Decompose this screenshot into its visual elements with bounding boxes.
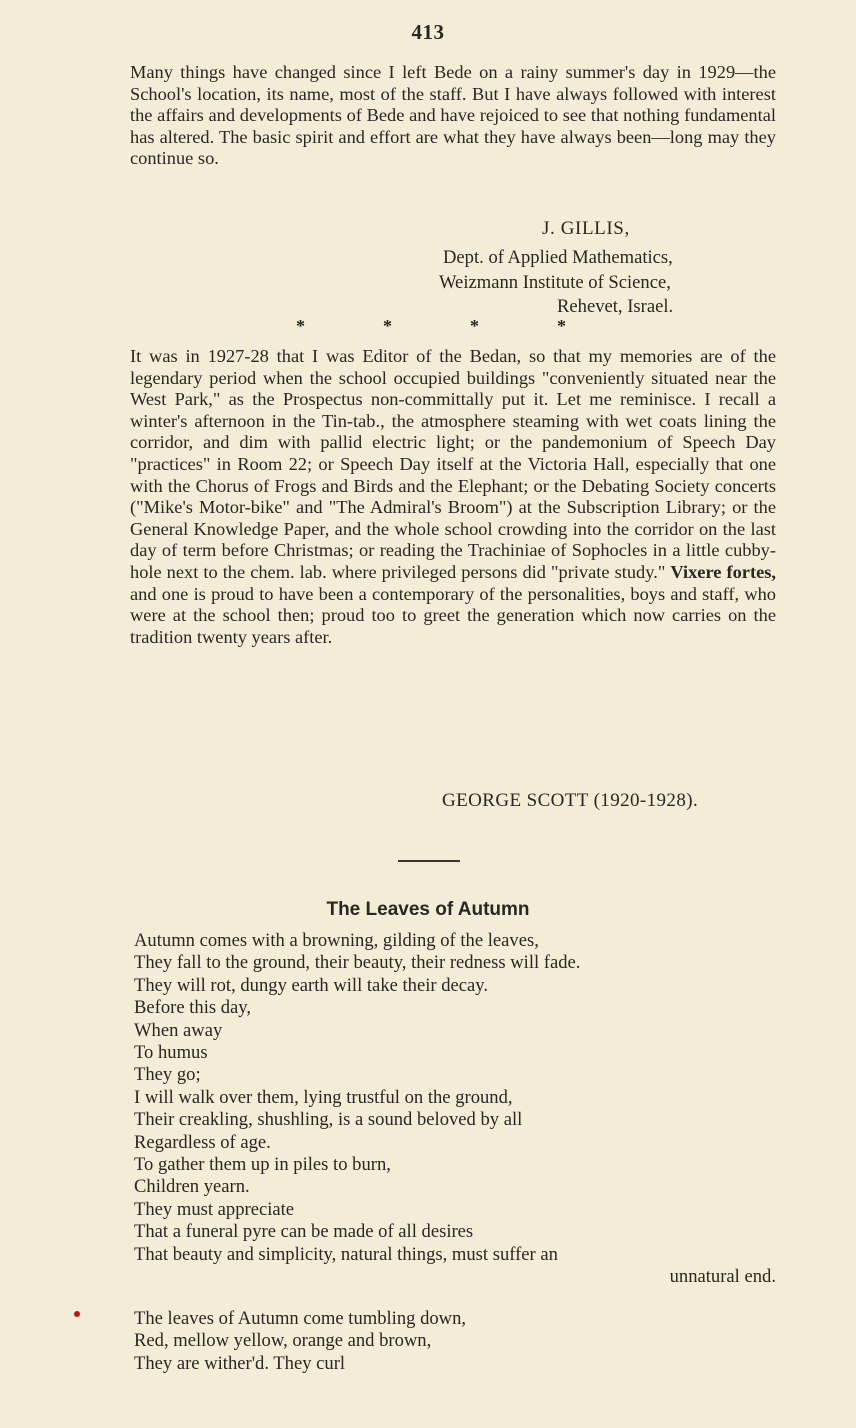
separator-star: * [470,316,479,336]
poem-line: Regardless of age. [134,1131,271,1153]
poem-line: When away [134,1019,223,1041]
poem-stanza-2 [134,1308,776,1375]
poem-line: They will rot, dungy earth will take their decay. [134,974,489,996]
scott-letter [130,346,776,648]
poem-line: Their creakling, shushling, is a sound beloved by all [134,1109,523,1131]
poem-line: To humus [134,1042,208,1064]
poem-line: They must appreciate [134,1198,295,1220]
poem-line: That a funeral pyre can be made of all desires [134,1221,474,1243]
poem-line: They are wither'd. They curl [134,1352,346,1374]
poem-line: Children yearn. [134,1176,250,1198]
poem-line: They go; [134,1064,201,1086]
poem-stanza-1 [134,930,776,1289]
poem-line: Before this day, [134,997,252,1019]
poem-line: unnatural end. [669,1266,776,1288]
poem-line: Red, mellow yellow, orange and brown, [134,1330,432,1352]
gillis-letter [130,62,776,170]
scott-signature: GEORGE SCOTT (1920-1928). [442,790,699,811]
gillis-paragraph: Many things have changed since I left Bede on a rainy summer's day in 1929—the School's location, its name, most of the staff. But I have always followed with interest the affairs and developments of Bede and have rejoiced to see that nothing fundamental has altered. The basic spirit and effort are what they have always been—long may they continue so. [130,62,776,169]
gillis-address-line-2: Weizmann Institute of Science, [439,272,671,293]
scott-paragraph [130,346,776,648]
scott-paragraph-before: It was in 1927-28 that I was Editor of the Bedan, so that my memories are of the legendary period when the school occupied buildings "conveniently situated near the West Park," as the Prospectus non-committally put it. Let me reminisce. I recall a winter's afternoon in the Tin-tab., the atmosphere steaming with wet coats lining the corridor, and dim with pallid electric light; or the pandemonium of Speech Day "practices" in Room 22; or Speech Day itself at the Victoria Hall, especially that one with the Chorus of Frogs and Birds and the Elephant; or the Debating Society concerts ("Mike's Motor-bike" and "The Admiral's Broom") at the Subscription Library; or the General Knowledge Paper, and the whole school crowding into the corridor on the last day of term before Christmas; or reading the Trachiniae of Sophocles in a little cubby-hole next to the chem. lab. where privileged persons did "private study." [130,346,776,582]
scott-paragraph-after: and one is proud to have been a contemporary of the personalities, boys and staff, who were at the school then; proud too to greet the generation which now carries on the tradition twenty years after. [130,583,776,647]
gillis-address-line-3: Rehevet, Israel. [557,296,674,317]
scott-emphasis: Vixere fortes, [670,561,776,582]
separator-star: * [383,316,392,336]
page-number: 413 [411,20,445,44]
poem-line: Autumn comes with a browning, gilding of the leaves, [134,930,539,951]
poem-line: To gather them up in piles to burn, [134,1154,391,1176]
poem-line: They fall to the ground, their beauty, their redness will fade. [134,952,581,974]
poem-title: The Leaves of Autumn [326,899,530,920]
divider-rule [398,860,460,862]
gillis-address-line-1: Dept. of Applied Mathematics, [443,247,673,268]
poem-line: I will walk over them, lying trustful on the ground, [134,1086,513,1108]
poem-line: That beauty and simplicity, natural things, must suffer an [134,1243,558,1265]
section-separator [296,316,566,337]
separator-star: * [557,316,566,336]
gillis-signature: J. GILLIS, [542,218,630,239]
margin-mark [74,1311,80,1317]
separator-star: * [296,316,305,336]
poem-line: The leaves of Autumn come tumbling down, [134,1308,467,1329]
